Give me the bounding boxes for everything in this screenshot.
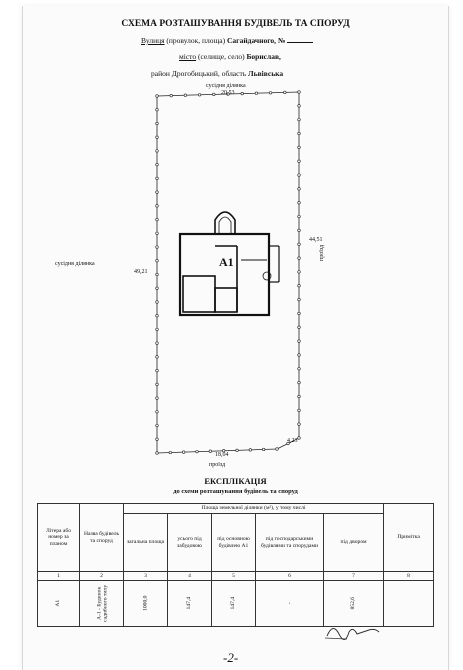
boundary-marker xyxy=(156,301,159,304)
column-number: 6 xyxy=(256,572,324,581)
boundary-marker xyxy=(156,383,159,386)
boundary-marker xyxy=(196,450,199,453)
boundary-marker xyxy=(209,450,212,453)
boundary-marker xyxy=(198,94,201,97)
boundary-marker xyxy=(298,229,301,232)
boundary-marker xyxy=(156,369,159,372)
boundary-marker xyxy=(156,232,159,235)
passage-bottom-label: проїзд xyxy=(209,462,226,468)
column-number: 2 xyxy=(80,572,124,581)
boundary-marker xyxy=(156,95,159,98)
column-header-main: під основною будівлею А1 xyxy=(212,514,256,572)
boundary-marker xyxy=(156,122,159,125)
boundary-marker xyxy=(298,132,301,135)
neighbor-top-label: сусідня ділянка xyxy=(206,83,246,89)
boundary-marker xyxy=(184,94,187,97)
boundary-marker xyxy=(213,93,216,96)
signature xyxy=(323,618,383,644)
boundary-marker xyxy=(298,243,301,246)
boundary-marker xyxy=(298,409,301,412)
boundary-marker xyxy=(156,342,159,345)
column-header-name: Назва будівель та споруд xyxy=(80,504,124,572)
boundary-marker xyxy=(298,188,301,191)
boundary-marker xyxy=(298,118,301,121)
dimension-top: 20,53 xyxy=(221,90,235,96)
district-prefix: район xyxy=(151,69,170,78)
street-name: Сагайдачного, № xyxy=(227,36,286,45)
column-header-note: Примітка xyxy=(384,504,434,572)
boundary-marker xyxy=(298,354,301,357)
passage-right-label: проїзд xyxy=(319,244,325,261)
boundary-marker xyxy=(284,91,287,94)
explication-title: ЕКСПЛІКАЦІЯ xyxy=(204,476,267,486)
row-total-area: 1000,0 xyxy=(142,595,149,612)
column-number: 8 xyxy=(384,572,434,581)
boundary-marker xyxy=(156,424,159,427)
boundary-marker xyxy=(298,381,301,384)
boundary-marker xyxy=(169,451,172,454)
boundary-marker xyxy=(156,136,159,139)
boundary-marker xyxy=(298,257,301,260)
column-header-total: загальна площа xyxy=(124,514,168,572)
region-name: Львівська xyxy=(248,69,284,78)
district-name: Дрогобицький, xyxy=(171,69,220,78)
dimension-right: 44,51 xyxy=(309,237,323,243)
boundary-marker xyxy=(156,150,159,153)
boundary-marker xyxy=(156,191,159,194)
boundary-marker xyxy=(262,448,265,451)
boundary-marker xyxy=(241,92,244,95)
boundary-marker xyxy=(156,108,159,111)
boundary-marker xyxy=(298,284,301,287)
boundary-marker xyxy=(249,449,252,452)
explication-table xyxy=(37,503,434,627)
boundary-marker xyxy=(298,437,301,440)
column-header-aux: під господарськими будівлями та спорудами xyxy=(256,514,324,572)
document-title: СХЕМА РОЗТАШУВАННЯ БУДІВЕЛЬ ТА СПОРУД xyxy=(121,19,350,29)
row-yard-area: 852,6 xyxy=(350,597,357,610)
street-hint: (провулок, площа) xyxy=(166,36,226,45)
document-page xyxy=(22,6,449,670)
boundary-marker xyxy=(156,452,159,455)
boundary-marker xyxy=(298,298,301,301)
boundary-marker xyxy=(298,312,301,315)
boundary-marker xyxy=(182,451,185,454)
column-number: 3 xyxy=(124,572,168,581)
row-building-name: А-1 - Будинок садибного типу xyxy=(96,584,109,623)
boundary-marker xyxy=(298,215,301,218)
boundary-marker xyxy=(298,146,301,149)
column-number: 4 xyxy=(168,572,212,581)
boundary-marker xyxy=(156,328,159,331)
boundary-marker xyxy=(298,201,301,204)
row-note xyxy=(384,581,434,627)
plot-boundary xyxy=(157,92,299,453)
boundary-marker xyxy=(156,314,159,317)
dimension-bottom: 18,04 xyxy=(215,452,229,458)
boundary-marker xyxy=(156,287,159,290)
building-label: А1 xyxy=(219,255,234,269)
boundary-marker xyxy=(298,368,301,371)
row-letter: А1 xyxy=(55,600,62,607)
neighbor-left-label: сусідня ділянка xyxy=(55,261,95,267)
city-name: Борислав, xyxy=(246,52,281,61)
boundary-marker xyxy=(276,448,279,451)
column-number: 7 xyxy=(324,572,384,581)
boundary-marker xyxy=(156,205,159,208)
boundary-marker xyxy=(156,259,159,262)
boundary-marker xyxy=(298,340,301,343)
boundary-marker xyxy=(298,174,301,177)
explication-subtitle: до схеми розташування будівель та споруд xyxy=(173,488,298,495)
boundary-marker xyxy=(156,356,159,359)
boundary-marker xyxy=(298,271,301,274)
boundary-marker xyxy=(298,105,301,108)
boundary-marker xyxy=(156,438,159,441)
street-prefix: Вулиця xyxy=(141,36,165,45)
city-prefix: місто xyxy=(179,52,197,61)
column-header-built: усього під забудовою xyxy=(168,514,212,572)
boundary-marker xyxy=(156,218,159,221)
boundary-marker xyxy=(236,449,239,452)
area-group-header: Площа земельної ділянки (м²), у тому числі xyxy=(124,504,384,514)
boundary-marker xyxy=(298,160,301,163)
city-hint: (селище, село) xyxy=(197,52,245,61)
boundary-marker xyxy=(156,246,159,249)
boundary-marker xyxy=(156,273,159,276)
row-built-area: 147,4 xyxy=(186,597,193,610)
boundary-marker xyxy=(269,92,272,95)
boundary-marker xyxy=(156,177,159,180)
boundary-marker xyxy=(170,94,173,97)
dimension-left: 49,21 xyxy=(134,269,148,275)
column-header-yard: під двором xyxy=(324,514,384,572)
site-plan-drawing xyxy=(23,6,448,496)
row-main-building-area: 147,4 xyxy=(230,597,237,610)
page-mark: -2- xyxy=(223,650,239,665)
column-header-letter: Літера або номер за планом xyxy=(38,504,80,572)
row-aux-area: - xyxy=(286,602,293,605)
column-number: 5 xyxy=(212,572,256,581)
column-number: 1 xyxy=(38,572,80,581)
boundary-marker xyxy=(298,91,301,94)
boundary-marker xyxy=(156,163,159,166)
region-prefix: область xyxy=(221,69,247,78)
boundary-marker xyxy=(156,397,159,400)
boundary-marker xyxy=(298,395,301,398)
dimension-corner: 4,23 xyxy=(287,438,298,444)
boundary-marker xyxy=(156,411,159,414)
boundary-marker xyxy=(298,423,301,426)
boundary-marker xyxy=(255,92,258,95)
boundary-marker xyxy=(298,326,301,329)
